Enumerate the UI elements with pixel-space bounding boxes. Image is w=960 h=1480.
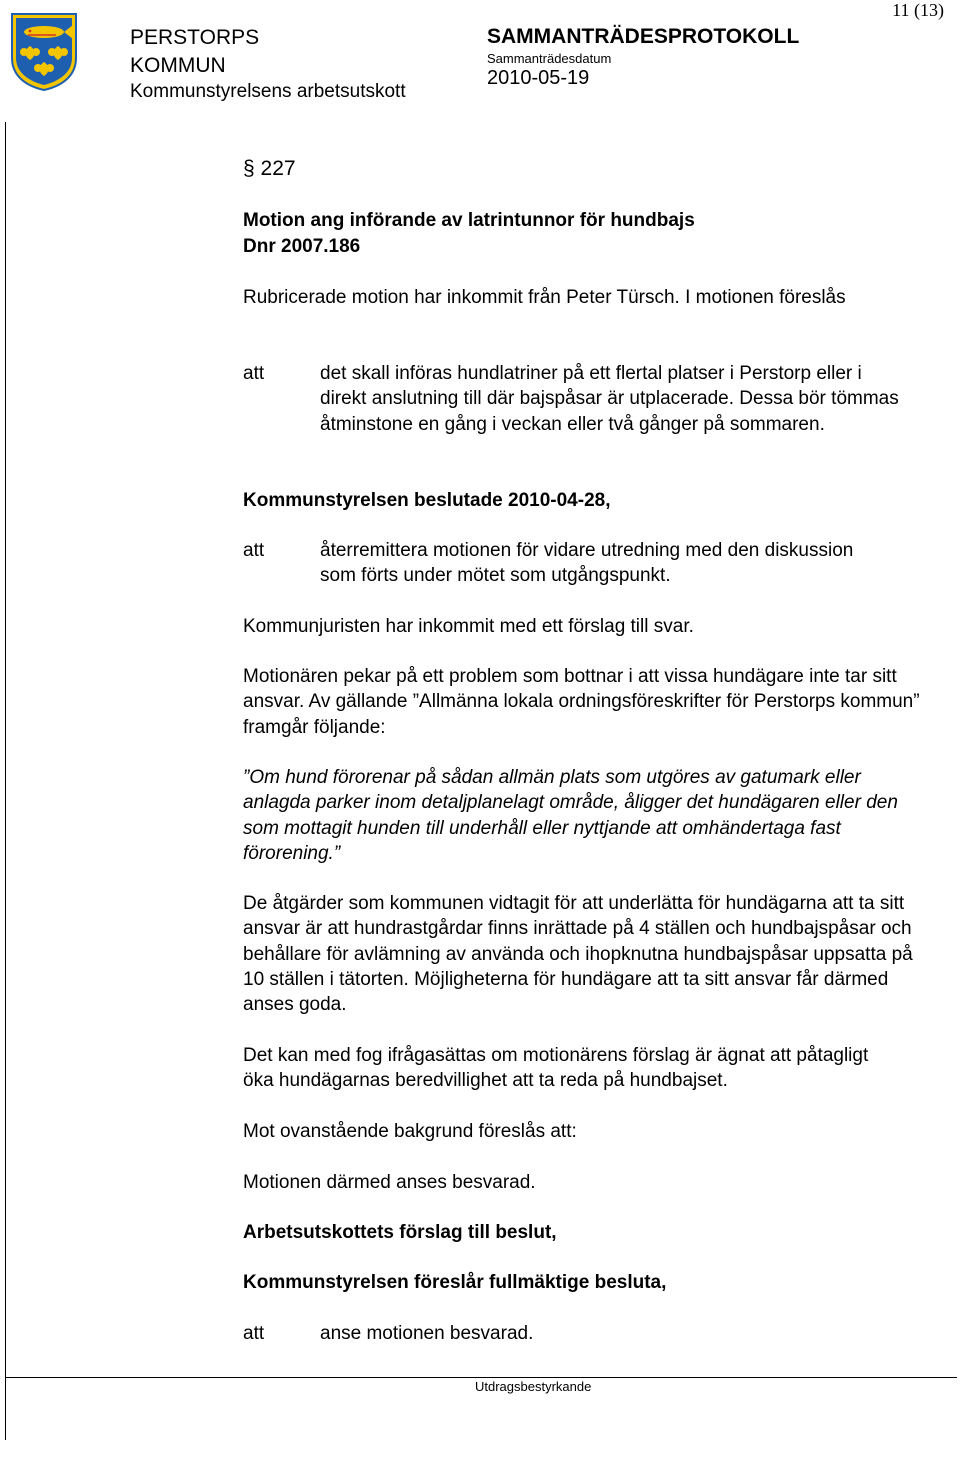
footer-certification-label: Utdragsbestyrkande	[475, 1379, 592, 1394]
footer-divider	[5, 1377, 957, 1378]
section-title: Motion ang införande av latrintunnor för hundbajs	[243, 210, 695, 231]
ks-decision-heading: Kommunstyrelsen beslutade 2010-04-28,	[243, 490, 611, 511]
org-name-line2: KOMMUN	[130, 54, 226, 77]
section-number	[243, 157, 296, 181]
motion-proposal-text: det skall införas hundlatriner på ett flertal platser i Perstorp eller i direkt anslutning till där bajspåsar är utplacerade. Dessa bör tömmas åtminstone en gång i veckan eller två gånger på sommaren.	[320, 363, 899, 435]
att-label: att	[243, 1323, 265, 1344]
au-proposal-heading: Arbetsutskottets förslag till beslut,	[243, 1222, 557, 1243]
att-label: att	[243, 363, 265, 384]
left-margin-line	[5, 122, 6, 1440]
meeting-date-label: Sammanträdesdatum	[487, 51, 612, 66]
meeting-date: 2010-05-19	[487, 67, 590, 89]
diary-number: Dnr 2007.186	[243, 236, 361, 257]
section-number-value: 227	[260, 157, 296, 180]
section-symbol: §	[243, 157, 255, 180]
att-label: att	[243, 540, 265, 561]
decision-text: anse motionen besvarad.	[320, 1323, 534, 1344]
ordinance-quote: ”Om hund förorenar på sådan allmän plats som utgöres av gatumark eller anlagda parker inom detaljplanelagt område, åligger det hundägaren eller den som mottagit hunden till underhåll eller nyttjande att omhändertaga fast förorening.”	[243, 767, 898, 864]
intro-paragraph: Rubricerade motion har inkommit från Peter Türsch. I motionen föreslås	[243, 287, 846, 308]
motion-problem-paragraph: Motionären pekar på ett problem som bottnar i att vissa hundägare inte tar sitt ansvar. Av gällande ”Allmänna lokala ordningsföreskrifter för Perstorps kommun” framgår följande:	[243, 666, 920, 738]
coat-of-arms-logo	[10, 12, 78, 92]
protocol-title: SAMMANTRÄDESPROTOKOLL	[487, 25, 800, 48]
committee-name: Kommunstyrelsens arbetsutskott	[130, 81, 406, 102]
jurist-paragraph: Kommunjuristen har inkommit med ett förslag till svar.	[243, 616, 694, 637]
answered-paragraph: Motionen därmed anses besvarad.	[243, 1172, 536, 1193]
question-paragraph: Det kan med fog ifrågasättas om motionärens förslag är ägnat att påtagligt öka hundägarnas beredvillighet att ta reda på hundbajset.	[243, 1045, 869, 1092]
measures-paragraph: De åtgärder som kommunen vidtagit för att underlätta för hundägarna att ta sitt ansvar är att hundrastgårdar finns inrättade på 4 ställen och hundbajspåsar och behållare för avlämning av använda och ihopknutna hundbajspåsar uppsatta på 10 ställen i tätorten. Möjligheterna för hundägare att ta sitt ansvar får därmed anses goda.	[243, 893, 913, 1016]
page-number: 11 (13)	[892, 0, 944, 20]
ks-proposal-heading: Kommunstyrelsen föreslår fullmäktige besluta,	[243, 1272, 667, 1293]
org-name-line1: PERSTORPS	[130, 26, 260, 49]
background-paragraph: Mot ovanstående bakgrund föreslås att:	[243, 1121, 577, 1142]
remit-text: återremittera motionen för vidare utredning med den diskussion som förts under mötet som utgångspunkt.	[320, 540, 854, 587]
